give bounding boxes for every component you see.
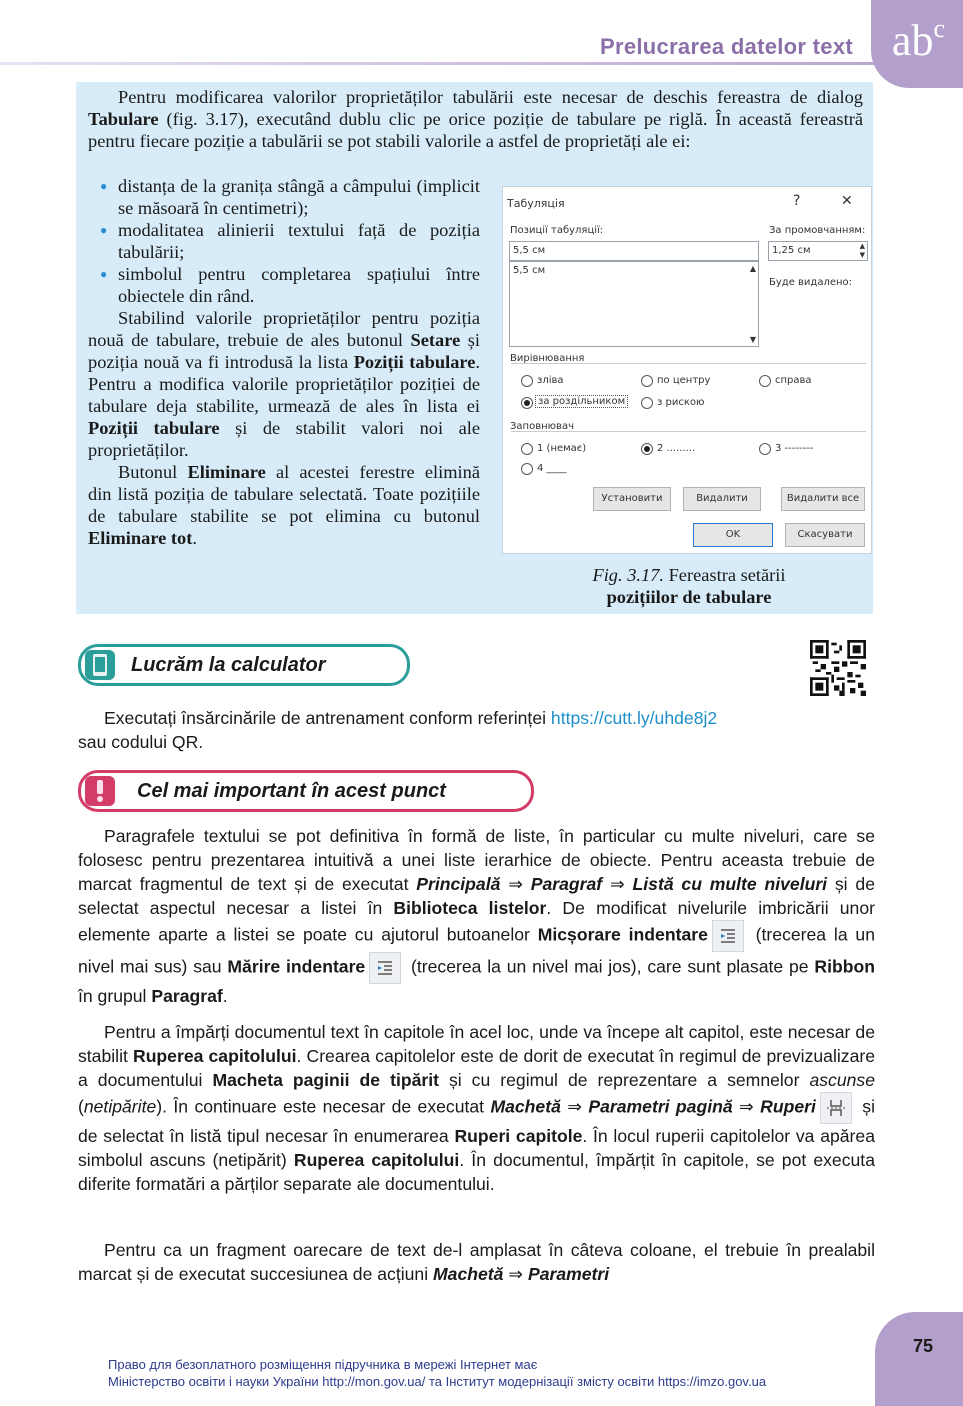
leader-2-radio[interactable] [641, 443, 653, 455]
dialog-title: Табуляція [507, 197, 565, 210]
increase-indent-icon [369, 952, 401, 984]
default-label: За промовчанням: [769, 225, 866, 236]
ok-button[interactable]: OK [693, 523, 773, 547]
help-icon[interactable]: ? [793, 193, 801, 209]
summary-paragraph-3: Pentru ca un fragment oarecare de text de-l amplasat în câteva coloane, el trebuie în prealabil marcat și de executat succesiunea de acțiuni Machetă ⇒ Parametri [78, 1240, 875, 1284]
qr-code[interactable] [810, 640, 866, 696]
set-button[interactable]: Установити [593, 487, 671, 511]
list-item: ● distanța de la granița stângă a câmpului (implicit se măsoară în centimetri); [88, 175, 480, 219]
section-header-computer [78, 644, 410, 686]
summary-paragraph-1: Paragrafele textului se pot definitiva în formă de liste, în particular cu multe niveluri, care se folosesc pentru prezentarea intuitivă a unei liste ierarhice de obiecte. Pentru aceasta trebuie de marcat fragmentul de text și de executat Principală ⇒ Paragraf ⇒ Listă cu multe niveluri și de selectat aspectul necesar a listei în Biblioteca listelor. De modificat nivelurile imbricării unor elemente aparte a listei se poate cu ajutorul butoanelor Micșorare indentare (trecerea la un nivel mai sus) sau Mărire indentare (trecerea la un nivel mai jos), care sunt plasate pe Ribbon în grupul Paragraf. [78, 826, 875, 1006]
align-right-label: справа [775, 375, 812, 386]
intro-paragraph: Pentru modificarea valorilor proprietăților tabulării este necesar de deschis fereastra de dialog Tabulare (fig. 3.17), executând dublu clic pe orice poziție de tabulare pe riglă. În această fereastră pentru fiecare poziție a tabulării se pot stabili valorile a astfel de proprietăți ale ei: [88, 87, 863, 151]
eliminare-paragraph: Butonul Eliminare al acestei ferestre elimină din listă poziția de tabulare selectată. Toate pozițiile de tabulare stabilite se pot elimina cu butonul Eliminare tot. [88, 462, 480, 548]
footer-rights: Право для безоплатного розміщення підручника в мережі Інтернет має [108, 1357, 538, 1372]
leader-2-label: 2 ......... [657, 443, 696, 454]
scroll-down-icon[interactable]: ▼ [749, 335, 756, 344]
remove-label: Буде видалено: [769, 277, 853, 288]
leader-label: Заповнювач [510, 421, 574, 432]
leader-3-radio[interactable] [759, 443, 771, 455]
leader-divider [511, 431, 866, 432]
list-item: ● simbolul pentru completarea spațiului între obiectele din rând. [88, 263, 480, 307]
setare-paragraph: Stabilind valorile proprietăților pentru poziția nouă de tabulare, trebuie de ales butonul Setare și poziția nouă va fi introdusă la lista Poziții tabulare. Pentru a modifica valorile proprietăților poziției de tabulare deja stabilite, urmează de ales în lista ei Poziții tabulare și de stabilit valori noi ale proprietăților. [88, 308, 481, 460]
positions-list[interactable] [509, 261, 759, 347]
align-right-radio[interactable] [759, 375, 771, 387]
position-input[interactable]: 5,5 см [509, 241, 759, 261]
align-center-label: по центру [657, 375, 711, 386]
tab-dialog-figure [502, 186, 872, 554]
align-left-radio[interactable] [521, 375, 533, 387]
figure-caption: Fig. 3.17. Fereastra setării pozițiilor de tabulare [592, 565, 786, 607]
exercise-paragraph: Executați însărcinările de antrenament conform referinței https://cutt.ly/uhde8j2 sau codului QR. [78, 708, 718, 752]
property-list [88, 175, 480, 307]
clear-all-button[interactable]: Видалити все [781, 487, 865, 511]
panel-left-column [88, 175, 480, 549]
exercise-link[interactable]: https://cutt.ly/uhde8j2 [550, 708, 718, 728]
leader-4-radio[interactable] [521, 463, 533, 475]
leader-1-radio[interactable] [521, 443, 533, 455]
align-left-label: зліва [537, 375, 564, 386]
align-divider [511, 363, 866, 364]
tablet-icon [85, 650, 115, 680]
align-bar-label: з рискою [657, 397, 705, 408]
exclamation-icon [85, 776, 115, 806]
cancel-button[interactable]: Скасувати [785, 523, 865, 547]
summary-paragraph-2: Pentru a împărți documentul text în capitole în acel loc, unde va începe alt capitol, este necesar de stabilit Ruperea capitolului. Crearea capitolelor este de dorit de executat în regimul de previzualizare a documentului Macheta paginii de tipărit și cu regimul de reprezentare a semnelor ascunse (netipărite). În continuare este necesar de executat Machetă ⇒ Parametri pagină ⇒ Ruperi și de selectat în listă tipul necesar în enumerarea Ruperi capitole. În locul ruperii capitolelor va apărea simbolul ascuns (netipărit) Ruperea capitolului. În documentul, împărțit în capitole, se pot executa diferite formatări a părților separate ale documentului. [78, 1022, 875, 1194]
footer-sources: Міністерство освіти і науки України http://mon.gov.ua/ та Інститут модернізації змісту освіти https://imzo.gov.ua [108, 1374, 767, 1389]
abc-logo: $ab^c$ [891, 14, 945, 65]
align-label: Вирівнювання [510, 353, 585, 364]
scroll-up-icon[interactable]: ▲ [749, 264, 756, 273]
section-header-summary [78, 770, 534, 812]
list-item: ● modalitatea alinierii textului față de poziția tabulării; [88, 219, 480, 263]
leader-4-label: 4 ____ [537, 463, 567, 474]
default-stepper[interactable]: 1,25 см ▲ ▼ [768, 241, 868, 261]
align-decimal-label: за роздільником [535, 395, 628, 408]
chapter-title: Prelucrarea datelor text [600, 34, 853, 59]
chapter-tab [871, 0, 963, 88]
close-icon[interactable]: ✕ [841, 193, 853, 209]
align-decimal-radio[interactable] [521, 397, 533, 409]
breaks-icon [820, 1092, 852, 1124]
section-title: Lucrăm la calculator [131, 654, 326, 676]
decrease-indent-icon [712, 920, 744, 952]
clear-button[interactable]: Видалити [683, 487, 761, 511]
stepper-down-icon[interactable]: ▼ [859, 251, 865, 259]
positions-label: Позиції табуляції: [510, 225, 604, 236]
align-bar-radio[interactable] [641, 397, 653, 409]
align-center-radio[interactable] [641, 375, 653, 387]
page-number: 75 [912, 1336, 933, 1356]
section-title: Cel mai important în acest punct [137, 780, 446, 802]
header-rule [0, 62, 880, 65]
stepper-up-icon[interactable]: ▲ [859, 242, 865, 250]
list-item[interactable]: 5,5 см [513, 265, 546, 276]
leader-1-label: 1 (немає) [537, 443, 587, 454]
page-number-tab [875, 1312, 963, 1406]
leader-3-label: 3 -------- [775, 443, 814, 454]
